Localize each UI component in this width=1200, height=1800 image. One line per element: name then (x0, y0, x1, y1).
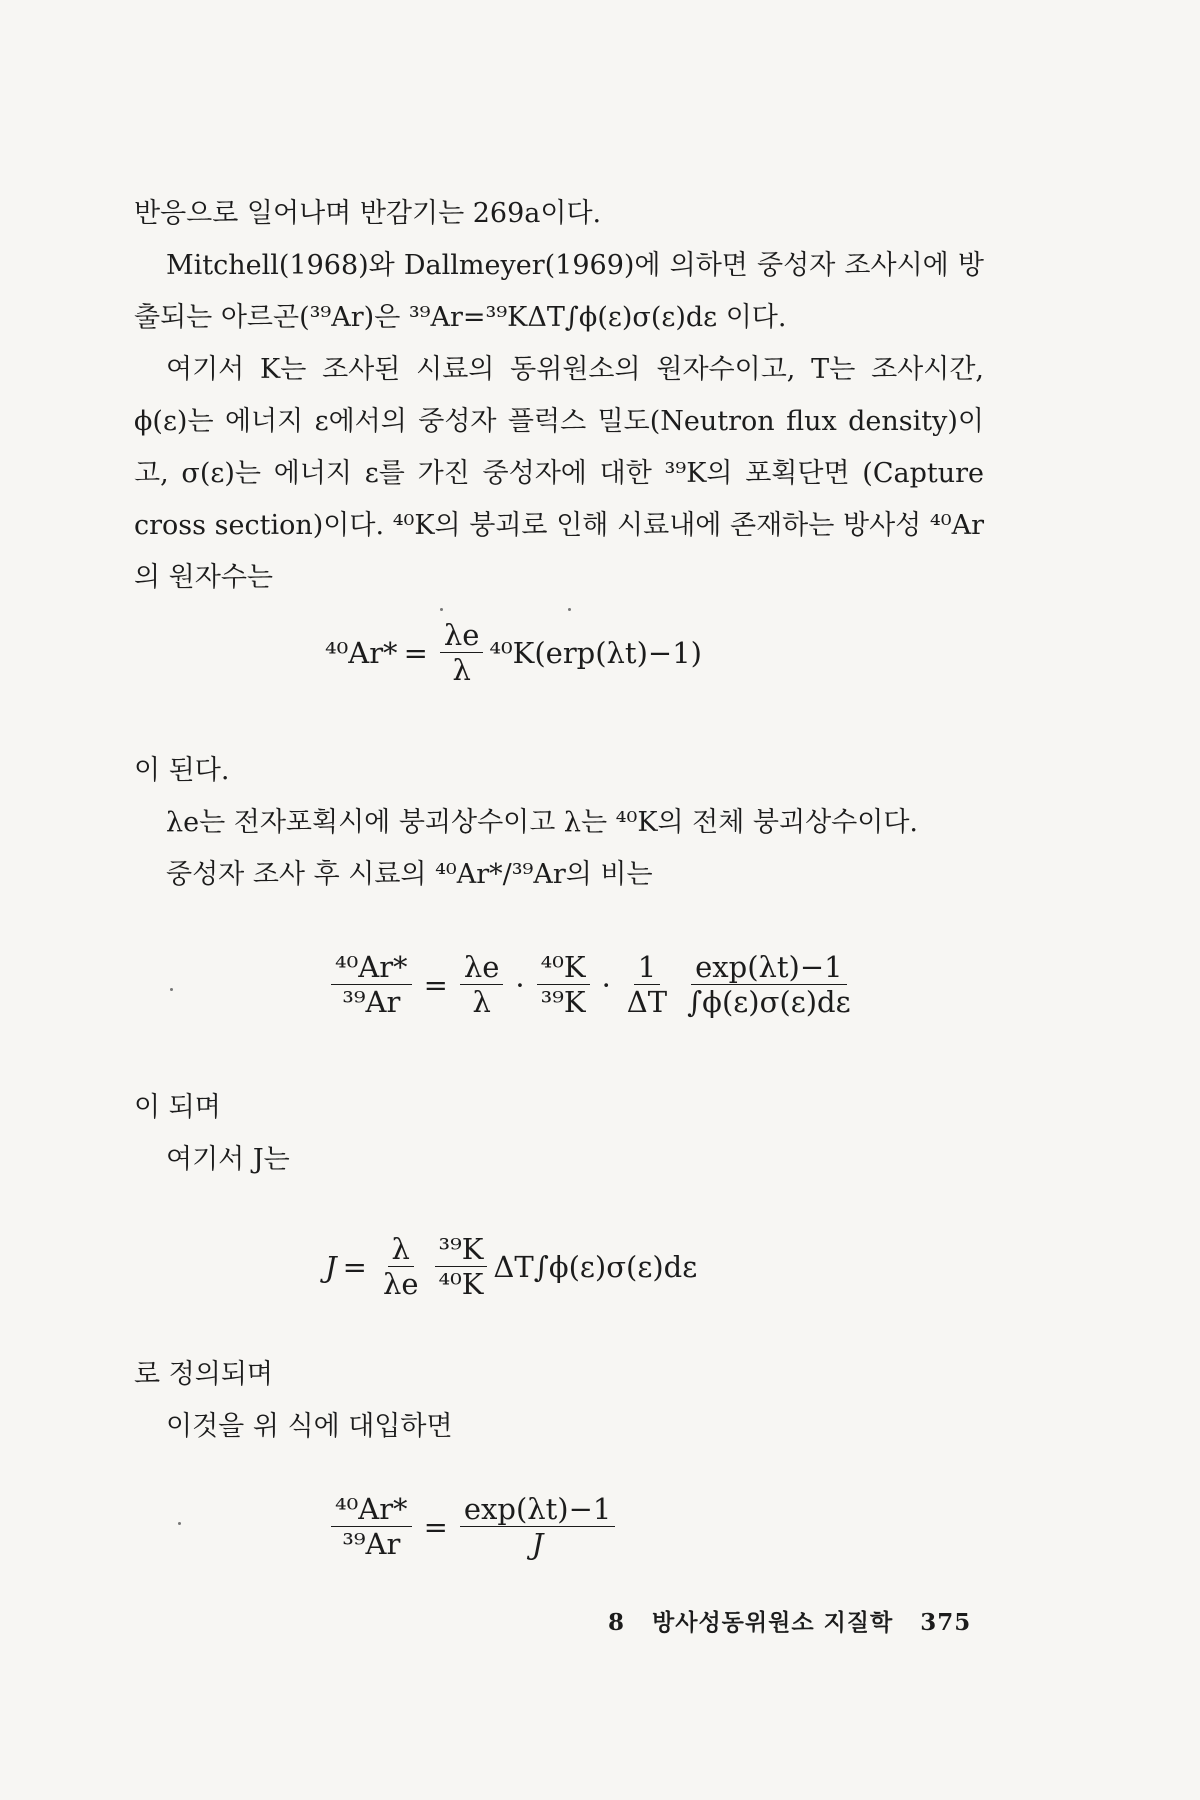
f3-equals: = (342, 1249, 367, 1284)
f2-d-den: ∫ϕ(ε)σ(ε)dε (687, 985, 851, 1019)
f2-b-num: ⁴⁰K (537, 950, 590, 985)
f2-c-den: ΔT (626, 985, 668, 1019)
formula-ratio-simplified (325, 1492, 621, 1561)
f3-b-num: ³⁹K (435, 1232, 488, 1267)
f3-rhs: ΔT∫ϕ(ε)σ(ε)dε (493, 1249, 698, 1284)
f2-equals: = (423, 967, 448, 1002)
f1-rhs: ⁴⁰K(erp(λt)−1) (489, 635, 702, 670)
f2-c-num: 1 (634, 950, 660, 985)
paragraph-2: Mitchell(1968)와 Dallmeyer(1969)에 의하면 중성자 조사시에 방출되는 아르곤(³⁹Ar)은 ³⁹Ar=³⁹KΔT∫ϕ(ε)σ(ε)dε 이다. (134, 250, 984, 333)
f4-equals: = (423, 1509, 448, 1544)
line-after-f3: 로 정의되며 (134, 1359, 273, 1390)
line-substitute: 이것을 위 식에 대입하면 (166, 1411, 453, 1442)
f3-b-den: ⁴⁰K (438, 1267, 484, 1301)
f4-num: exp(λt)−1 (460, 1492, 616, 1527)
f3-lhs: J (325, 1249, 337, 1284)
line-j-intro: 여기서 J는 (166, 1144, 290, 1175)
f2-lhs (331, 950, 412, 1019)
f1-den: λ (452, 653, 471, 687)
f2-dot-2: · (601, 967, 611, 1002)
scan-speck (568, 608, 571, 611)
f2-c (623, 950, 671, 1019)
f3-b (435, 1232, 488, 1301)
line-ratio-intro: 중성자 조사 후 시료의 ⁴⁰Ar*/³⁹Ar의 비는 (166, 859, 653, 890)
paragraph-1: 반응으로 일어나며 반감기는 269a이다. (134, 198, 602, 229)
scan-speck (170, 988, 173, 991)
f2-b (537, 950, 590, 1019)
f4-lhs-den: ³⁹Ar (342, 1527, 401, 1561)
line-lambda-def: λe는 전자포획시에 붕괴상수이고 λ는 ⁴⁰K의 전체 붕괴상수이다. (166, 807, 918, 838)
chapter-number: 8 (608, 1609, 626, 1636)
page-footer (608, 1604, 989, 1637)
f4-den: J (531, 1527, 544, 1561)
f3-a-num: λ (388, 1232, 414, 1267)
f2-d-num: exp(λt)−1 (691, 950, 847, 985)
f2-lhs-den: ³⁹Ar (342, 985, 401, 1019)
f2-lhs-num: ⁴⁰Ar* (331, 950, 412, 985)
f4-rhs (460, 1492, 616, 1561)
f2-a-num: λe (460, 950, 504, 985)
line-after-f2: 이 되며 (134, 1092, 221, 1123)
body-text (134, 188, 984, 604)
f2-a (460, 950, 504, 1019)
formula-ar40-radiogenic (325, 618, 702, 687)
f1-lhs: ⁴⁰Ar* (325, 635, 398, 670)
f2-dot-1: · (515, 967, 525, 1002)
f2-b-den: ³⁹K (540, 985, 586, 1019)
line-after-f1: 이 된다. (134, 755, 230, 786)
f3-a-den: λe (382, 1267, 419, 1301)
f4-lhs-num: ⁴⁰Ar* (331, 1492, 412, 1527)
f1-num: λe (440, 618, 484, 653)
f4-lhs (331, 1492, 412, 1561)
formula-j-definition (325, 1232, 697, 1301)
scan-speck (440, 608, 443, 611)
f1-fraction (440, 618, 484, 687)
paragraph-3: 여기서 K는 조사된 시료의 동위원소의 원자수이고, T는 조사시간, ϕ(ε)는 에너지 ε에서의 중성자 플럭스 밀도(Neutron flux density)이고, σ(ε)는 에너지 ε를 가진 중성자에 대한 ³⁹K의 포획단면 (Capture cross section)이다. ⁴⁰K의 붕괴로 인해 시료내에 존재하는 방사성 ⁴⁰Ar의 원자수는 (134, 354, 984, 593)
f2-d (683, 950, 855, 1019)
chapter-title: 방사성동위원소 지질학 (652, 1609, 894, 1636)
f2-a-den: λ (472, 985, 491, 1019)
page-number: 375 (920, 1609, 972, 1636)
formula-ratio-full (325, 950, 861, 1019)
scan-speck (178, 1522, 181, 1525)
f1-equals: = (403, 635, 428, 670)
f3-a (379, 1232, 423, 1301)
